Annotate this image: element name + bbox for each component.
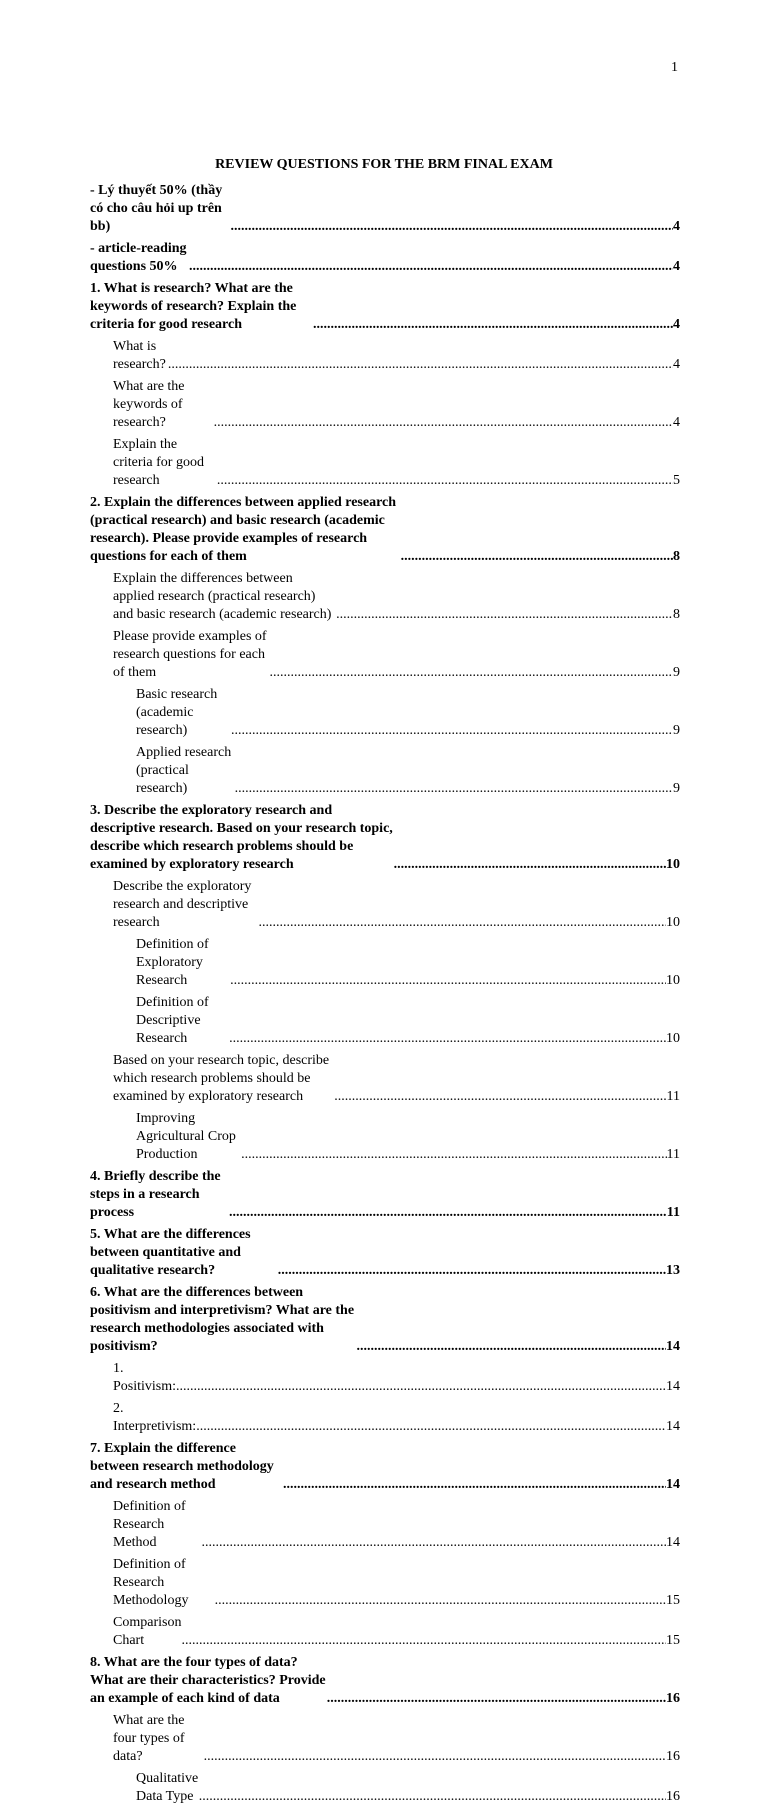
toc-entry-text: Definition of Research Methodology [113, 1557, 189, 1608]
dot-leader [215, 1592, 666, 1610]
toc-entry[interactable] [90, 1770, 680, 1806]
toc-entry-page: 14 [666, 1535, 680, 1550]
toc-entry-page: 5 [673, 473, 680, 488]
toc-entry[interactable] [90, 338, 680, 374]
toc-entry-text: Definition of Exploratory Research [136, 937, 209, 988]
dot-leader [230, 972, 666, 990]
toc-entry-text: - Lý thuyết 50% (thầy có cho câu hỏi up trên bb) [90, 183, 223, 234]
toc-entry-page: 11 [666, 1147, 680, 1162]
dot-leader [313, 316, 673, 334]
dot-leader [283, 1476, 666, 1494]
dot-leader [235, 780, 673, 798]
toc-entry[interactable] [90, 1498, 680, 1552]
toc-entry-text: Basic research (academic research) [136, 687, 218, 738]
document-title: REVIEW QUESTIONS FOR THE BRM FINAL EXAM [215, 157, 553, 172]
toc-entry-text: Please provide examples of research questions for each of them [113, 629, 267, 680]
toc-entry-page: 9 [673, 781, 680, 796]
toc-entry-text: - article-reading questions 50% [90, 241, 187, 274]
dot-leader [189, 258, 673, 276]
toc-entry[interactable] [90, 1052, 680, 1106]
toc-entry[interactable] [90, 1284, 680, 1356]
toc-entry-text: 7. Explain the difference between research methodology and research method [90, 1441, 274, 1492]
toc-entry-page: 10 [666, 973, 680, 988]
toc-entry-page: 9 [673, 723, 680, 738]
toc-entry-text: What are the four types of data? [113, 1713, 185, 1764]
toc-entry-page: 10 [666, 857, 680, 872]
toc-entry[interactable] [90, 1360, 680, 1396]
toc-entry-page: 14 [666, 1477, 680, 1492]
toc-entry-page: 4 [673, 219, 680, 234]
toc-entry-page: 15 [666, 1593, 680, 1608]
toc-entry[interactable] [90, 802, 680, 874]
toc-entry[interactable] [90, 570, 680, 624]
toc-entry-page: 16 [666, 1789, 680, 1804]
toc-entry[interactable] [90, 994, 680, 1048]
toc-entry[interactable] [90, 1400, 680, 1436]
toc-entry-page: 14 [666, 1379, 680, 1394]
toc-entry[interactable] [90, 628, 680, 682]
dot-leader [204, 1748, 666, 1766]
toc-entry-text: Definition of Descriptive Research [136, 995, 209, 1046]
toc-entry-text: Describe the exploratory research and descriptive research [113, 879, 252, 930]
toc-entry-page: 4 [673, 415, 680, 430]
dot-leader [229, 1030, 666, 1048]
dot-leader [356, 1338, 666, 1356]
dot-leader [214, 414, 673, 432]
toc-entry-page: 10 [666, 915, 680, 930]
toc-entry-page: 4 [673, 259, 680, 274]
toc-entry-text: Explain the differences between applied research (practical research) and basic research (academic research) [113, 571, 332, 622]
toc-entry[interactable] [90, 1654, 680, 1708]
toc-entry-text: Definition of Research Method [113, 1499, 186, 1550]
dot-leader [196, 1418, 666, 1436]
toc-entry-text: 5. What are the differences between quantitative and qualitative research? [90, 1227, 251, 1278]
toc-entry[interactable] [90, 182, 680, 236]
table-of-contents [90, 182, 680, 1810]
toc-entry[interactable] [90, 878, 680, 932]
dot-leader [336, 606, 673, 624]
toc-entry-text: What are the keywords of research? [113, 379, 185, 430]
toc-entry-text: Qualitative Data Type [136, 1771, 199, 1804]
toc-entry-page: 16 [666, 1691, 680, 1706]
dot-leader [199, 1788, 666, 1806]
toc-entry-page: 14 [666, 1419, 680, 1434]
toc-entry-text: Based on your research topic, describe which research problems should be examined by exploratory research [113, 1053, 330, 1104]
toc-entry[interactable] [90, 1168, 680, 1222]
toc-entry-text: 2. Interpretivism: [113, 1401, 197, 1434]
toc-entry[interactable] [90, 686, 680, 740]
toc-entry-page: 8 [673, 607, 680, 622]
toc-entry[interactable] [90, 1712, 680, 1766]
toc-entry-text: 4. Briefly describe the steps in a research process [90, 1169, 221, 1220]
dot-leader [258, 914, 666, 932]
toc-entry[interactable] [90, 436, 680, 490]
toc-entry-text: 6. What are the differences between positivism and interpretivism? What are the research methodologies associated with positivism? [90, 1285, 355, 1354]
toc-entry-page: 11 [666, 1205, 680, 1220]
dot-leader [168, 356, 673, 374]
dot-leader [231, 722, 673, 740]
toc-entry-text: Comparison Chart [113, 1615, 182, 1648]
toc-entry[interactable] [90, 494, 680, 566]
page-number: 1 [671, 60, 678, 75]
dot-leader [327, 1690, 666, 1708]
dot-leader [231, 218, 673, 236]
toc-entry[interactable] [90, 936, 680, 990]
toc-entry[interactable] [90, 1614, 680, 1650]
toc-entry-page: 14 [666, 1339, 680, 1354]
dot-leader [270, 664, 673, 682]
dot-leader [229, 1204, 667, 1222]
toc-entry-text: 3. Describe the exploratory research and descriptive research. Based on your research topic, describe which research problems should be examined by exploratory research [90, 803, 393, 872]
toc-entry[interactable] [90, 378, 680, 432]
toc-entry-page: 4 [673, 357, 680, 372]
toc-entry[interactable] [90, 744, 680, 798]
toc-entry[interactable] [90, 240, 680, 276]
dot-leader [401, 548, 673, 566]
toc-entry-page: 16 [666, 1749, 680, 1764]
dot-leader [334, 1088, 666, 1106]
dot-leader [176, 1378, 666, 1396]
toc-entry-text: 1. Positivism: [113, 1361, 177, 1394]
toc-entry-page: 11 [666, 1089, 680, 1104]
toc-entry-text: Improving Agricultural Crop Production [136, 1111, 236, 1162]
dot-leader [241, 1146, 666, 1164]
toc-entry-text: 8. What are the four types of data? What are their characteristics? Provide an example of each kind of data [90, 1655, 326, 1706]
toc-entry-page: 15 [666, 1633, 680, 1648]
toc-entry-text: Applied research (practical research) [136, 745, 232, 796]
toc-entry-text: 1. What is research? What are the keywords of research? Explain the criteria for good research [90, 281, 297, 332]
toc-entry-text: 2. Explain the differences between applied research (practical research) and basic research (academic research). Please provide examples of research questions for each of them [90, 495, 397, 564]
dot-leader [181, 1632, 666, 1650]
toc-entry[interactable] [90, 1110, 680, 1164]
toc-entry[interactable] [90, 1440, 680, 1494]
toc-entry[interactable] [90, 280, 680, 334]
toc-entry-text: Explain the criteria for good research [113, 437, 204, 488]
dot-leader [201, 1534, 666, 1552]
dot-leader [217, 472, 673, 490]
toc-entry[interactable] [90, 1226, 680, 1280]
dot-leader [394, 856, 666, 874]
toc-entry-page: 10 [666, 1031, 680, 1046]
toc-entry[interactable] [90, 1556, 680, 1610]
toc-entry-page: 9 [673, 665, 680, 680]
toc-entry-page: 4 [673, 317, 680, 332]
toc-entry-page: 13 [666, 1263, 680, 1278]
dot-leader [278, 1262, 666, 1280]
toc-entry-text: What is research? [113, 339, 166, 372]
toc-entry-page: 8 [673, 549, 680, 564]
